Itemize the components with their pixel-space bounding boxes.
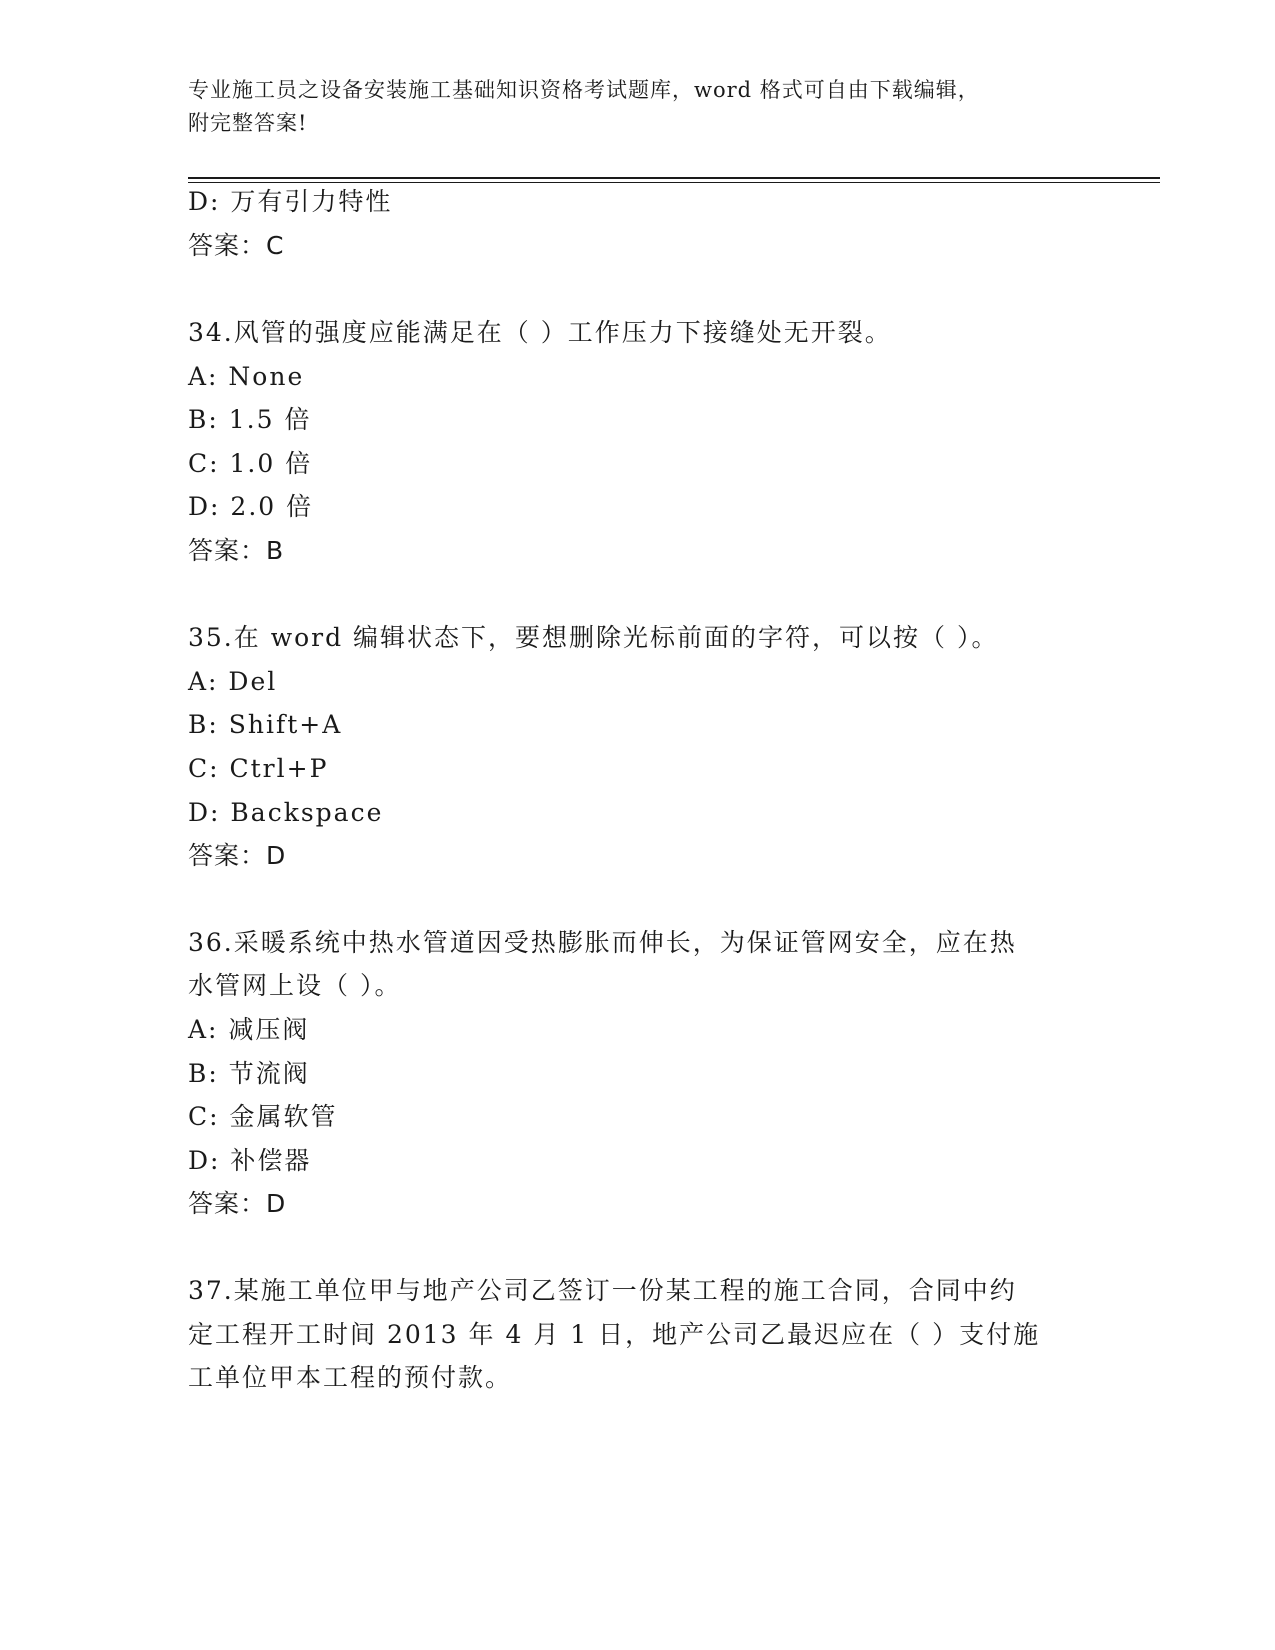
header-line-2: 附完整答案! [188,111,308,135]
document-header [188,74,1068,140]
q36-option-a: A: 减压阀 [188,1015,310,1044]
q37-stem-line-3: 工单位甲本工程的预付款。 [188,1363,513,1392]
q35-option-b: B: Shift+A [188,710,343,739]
header-line-1: 专业施工员之设备安装施工基础知识资格考试题库，word 格式可自由下载编辑， [188,78,980,102]
q36-option-d: D: 补偿器 [188,1146,312,1175]
q34-option-d: D: 2.0 倍 [188,492,314,521]
q37-stem-line-2: 定工程开工时间 2013 年 4 月 1 日，地产公司乙最迟应在（ ）支付施 [188,1320,1041,1349]
q37-stem-line-1: 37.某施工单位甲与地产公司乙签订一份某工程的施工合同，合同中约 [188,1276,1017,1305]
q35-option-c: C: Ctrl+P [188,754,329,783]
q35-stem: 35.在 word 编辑状态下，要想删除光标前面的字符，可以按（ ）。 [188,623,999,652]
q35-option-a: A: Del [188,667,278,696]
q36-option-b: B: 节流阀 [188,1059,310,1088]
q35-answer: 答案：D [188,841,287,870]
prev-option-d: D: 万有引力特性 [188,187,393,216]
q34-option-c: C: 1.0 倍 [188,449,313,478]
q34-stem: 34.风管的强度应能满足在（ ）工作压力下接缝处无开裂。 [188,318,892,347]
q34-answer: 答案：B [188,536,285,565]
q36-answer: 答案：D [188,1189,287,1218]
q36-option-c: C: 金属软管 [188,1102,338,1131]
q34-option-a: A: None [188,362,305,391]
q34-option-b: B: 1.5 倍 [188,405,312,434]
q35-option-d: D: Backspace [188,798,384,827]
q36-stem-line-2: 水管网上设（ ）。 [188,971,402,1000]
q36-stem-line-1: 36.采暖系统中热水管道因受热膨胀而伸长，为保证管网安全，应在热 [188,928,1017,957]
prev-answer: 答案：C [188,231,285,260]
